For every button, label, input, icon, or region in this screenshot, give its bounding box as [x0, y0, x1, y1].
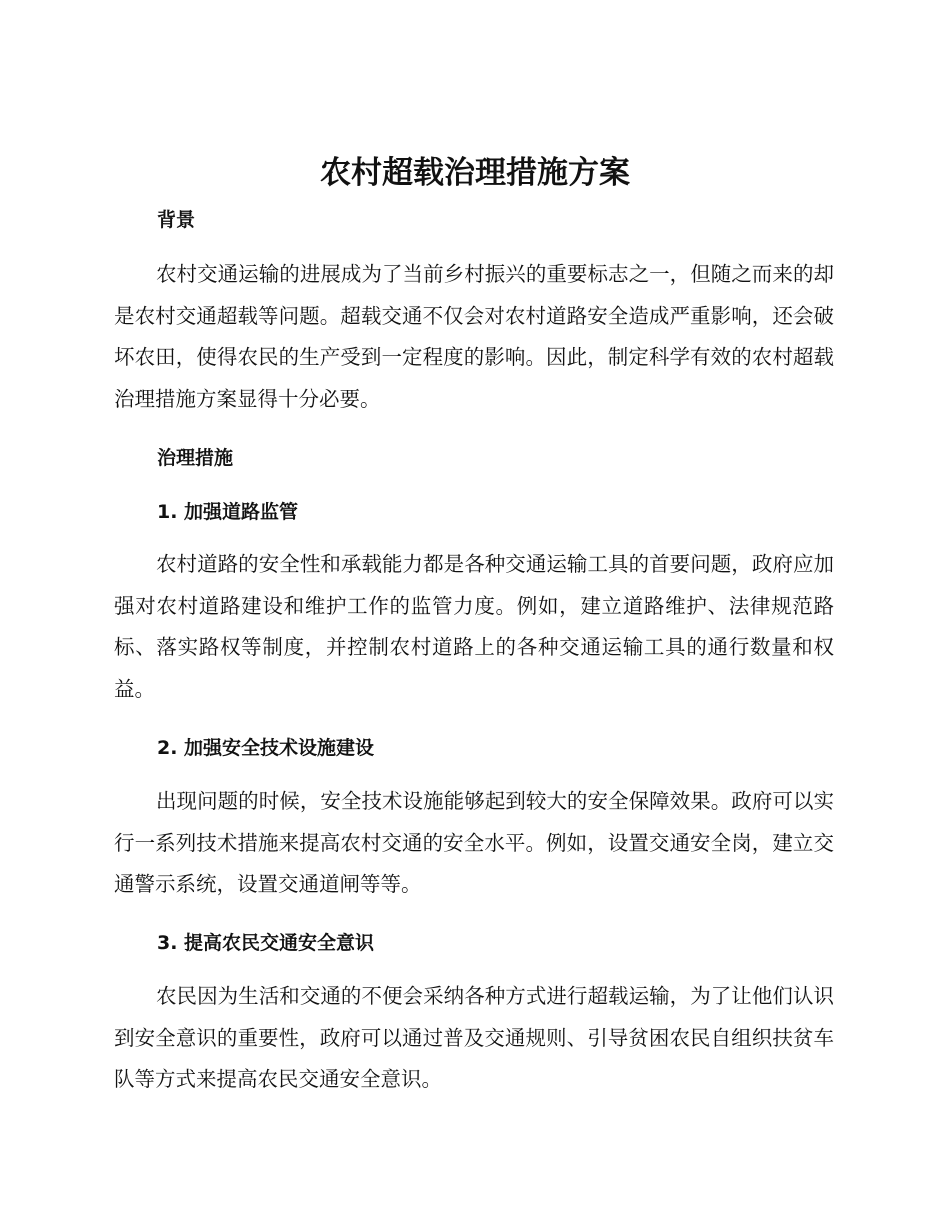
section-paragraph-road-supervision: 农村道路的安全性和承载能力都是各种交通运输工具的首要问题，政府应加强对农村道路建设和维护工作的监管力度。例如，建立道路维护、法律规范路标、落实路权等制度，并控制农村道路上的各种交通运输工具的通行数量和权益。: [114, 552, 834, 701]
section-heading-road-supervision: 1. 加强道路监管: [157, 501, 299, 523]
section-paragraph-safety-awareness: 农民因为生活和交通的不便会采纳各种方式进行超载运输，为了让他们认识到安全意识的重要性，政府可以通过普及交通规则、引导贫困农民自组织扶贫车队等方式来提高农民交通安全意识。: [114, 984, 834, 1091]
document-title: 农村超载治理措施方案: [320, 155, 630, 191]
section-heading-safety-awareness: 3. 提高农民交通安全意识: [157, 932, 375, 954]
section-heading-measures: 治理措施: [157, 447, 234, 469]
section-heading-safety-facilities: 2. 加强安全技术设施建设: [157, 737, 375, 759]
section-heading-background: 背景: [157, 209, 196, 231]
section-paragraph-safety-facilities: 出现问题的时候，安全技术设施能够起到较大的安全保障效果。政府可以实行一系列技术措施来提高农村交通的安全水平。例如，设置交通安全岗，建立交通警示系统，设置交通道闸等等。: [114, 789, 834, 896]
section-paragraph-background: 农村交通运输的进展成为了当前乡村振兴的重要标志之一，但随之而来的却是农村交通超载等问题。超载交通不仅会对农村道路安全造成严重影响，还会破坏农田，使得农民的生产受到一定程度的影响。因此，制定科学有效的农村超载治理措施方案显得十分必要。: [114, 262, 834, 411]
